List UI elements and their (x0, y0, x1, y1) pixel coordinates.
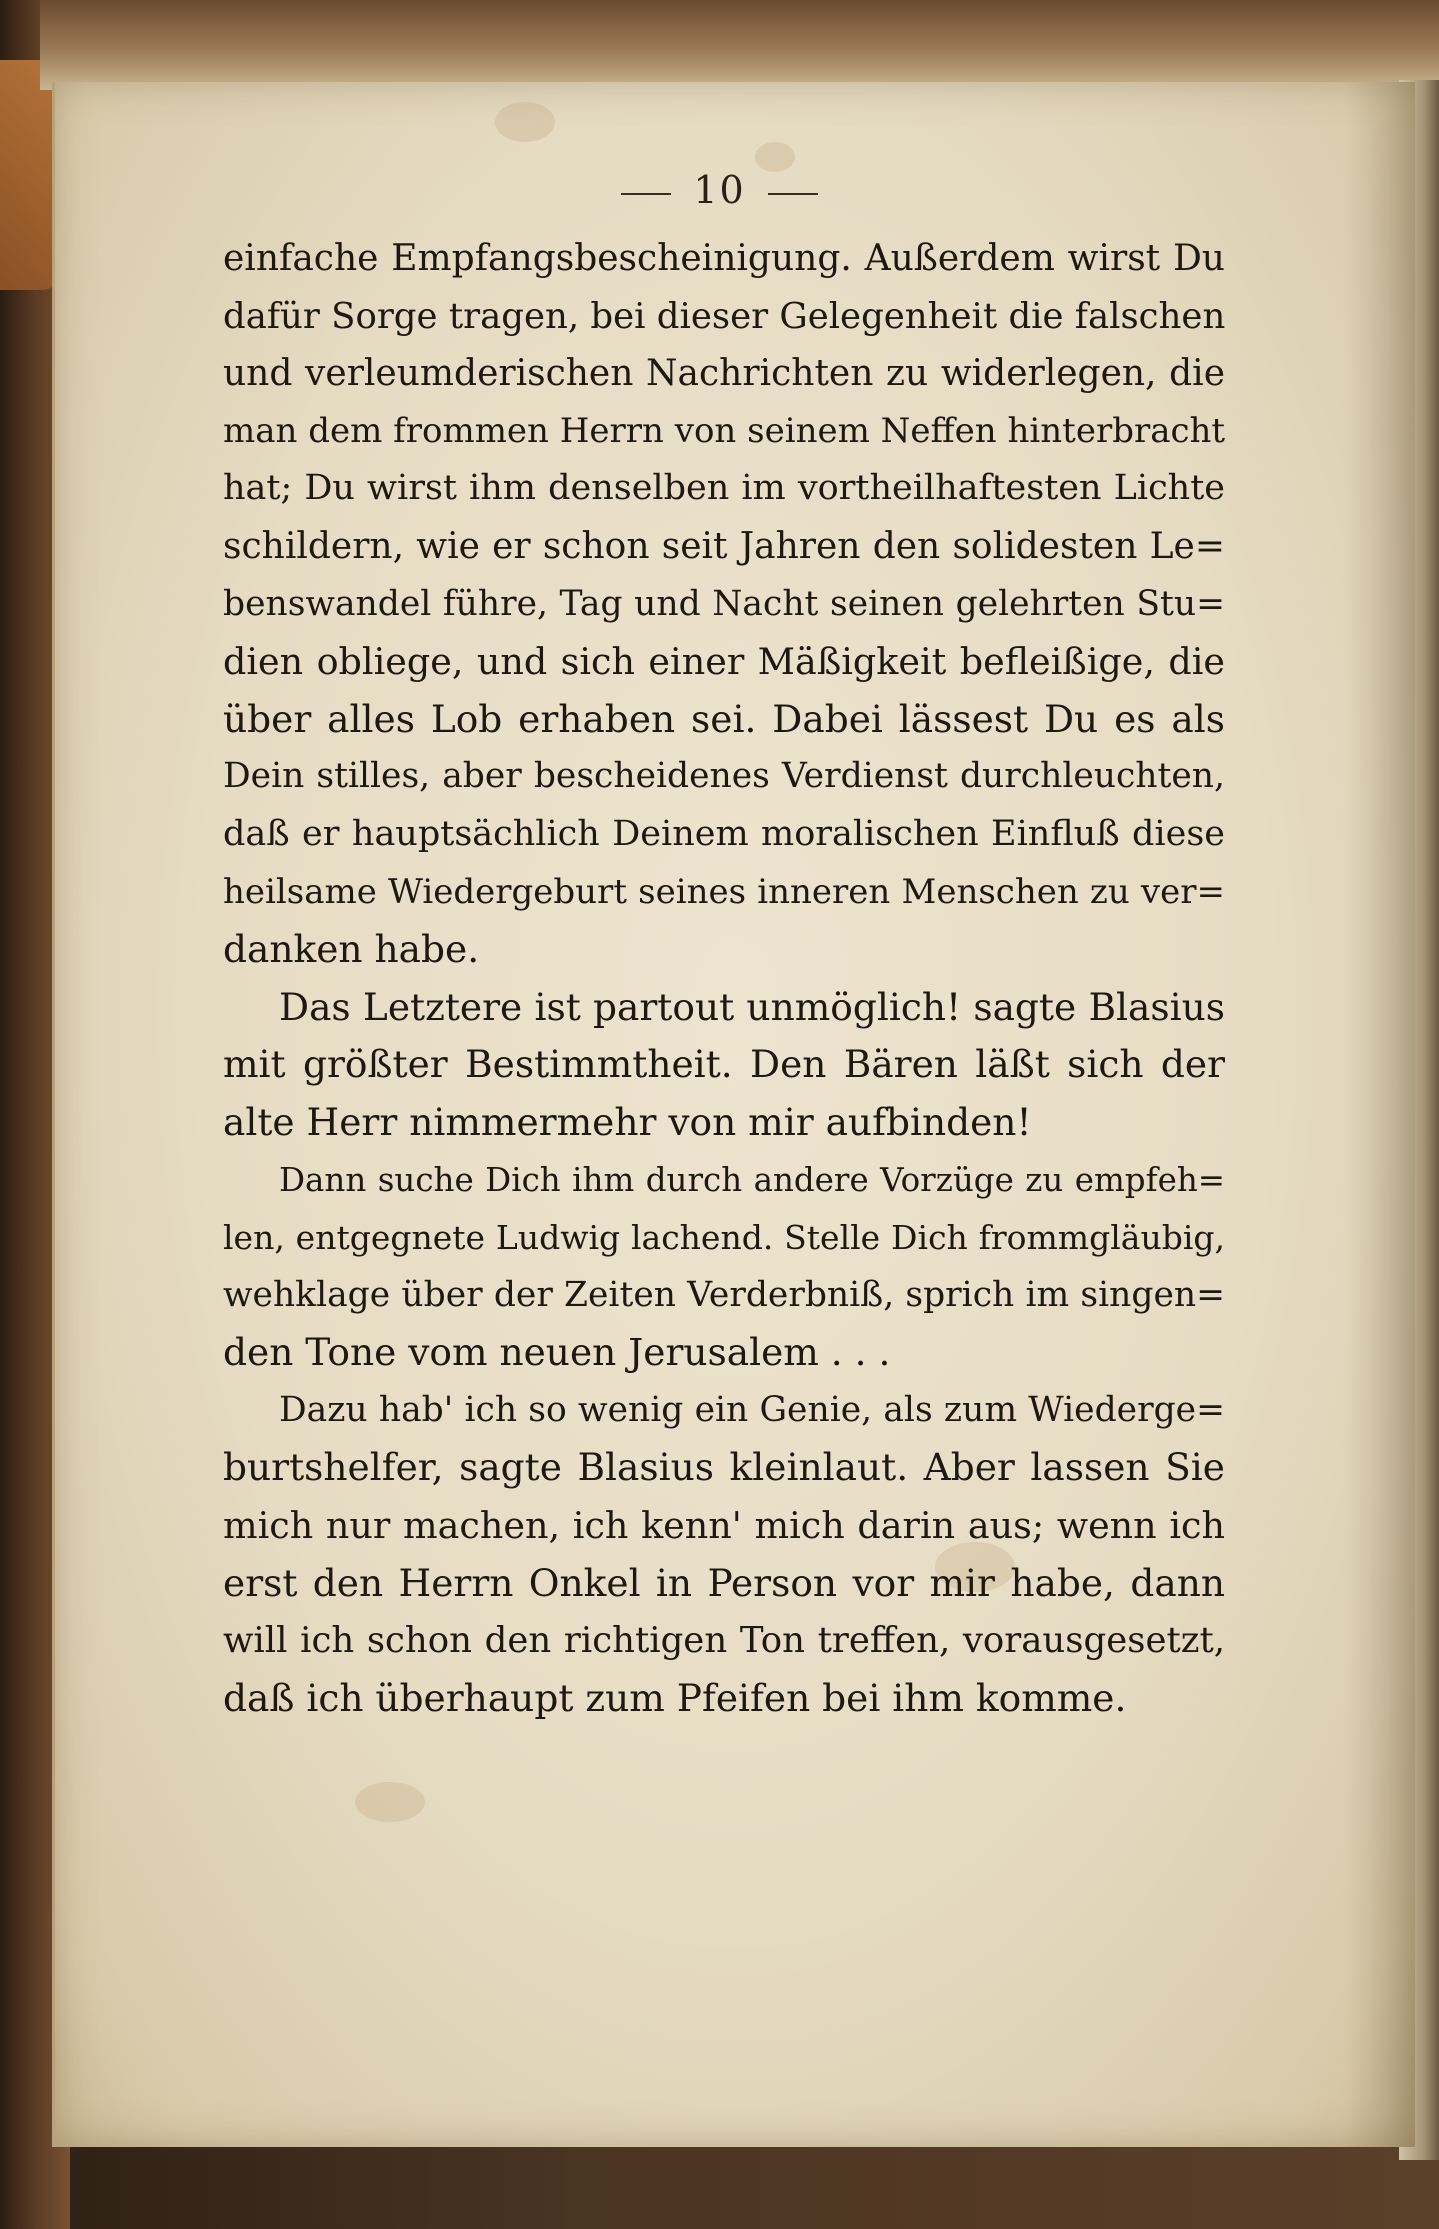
text-line: burtshelfer, sagte Blasius kleinlaut. Aber lassen Sie (223, 1445, 1225, 1490)
text-line: und verleumderischen Nachrichten zu widerlegen, die (223, 353, 1225, 395)
text-line: len, entgegnete Ludwig lachend. Stelle Dich frommgläubig, (223, 1218, 1225, 1258)
text-line: Dann suche Dich ihm durch andere Vorzüge zu empfeh= (279, 1160, 1225, 1199)
gutter-shadow (1345, 82, 1415, 2147)
text-line: man dem frommen Herrn von seinem Neffen hinterbracht (223, 410, 1225, 451)
text-line: einfache Empfangsbescheinigung. Außerdem wirst Du (223, 238, 1225, 279)
text-line: mit größter Bestimmtheit. Den Bären läßt sich der (223, 1042, 1225, 1087)
text-line: Dazu hab' ich so wenig ein Genie, als zum Wiederge= (279, 1389, 1225, 1430)
text-line: dien obliege, und sich einer Mäßigkeit befleißige, die (223, 640, 1225, 684)
text-line: schildern, wie er schon seit Jahren den solidesten Le= (223, 525, 1225, 567)
text-line: benswandel führe, Tag und Nacht seinen gelehrten Stu= (223, 583, 1225, 624)
page-header (0, 168, 1439, 212)
top-binding (40, 0, 1439, 90)
text-line: daß er hauptsächlich Deinem moralischen Einfluß diese (223, 813, 1225, 854)
body-text (223, 230, 1225, 1727)
page-number: 10 (693, 168, 746, 212)
text-line: hat; Du wirst ihm denselben im vortheilhaftesten Lichte (223, 468, 1225, 509)
text-line: dafür Sorge tragen, bei dieser Gelegenheit die falschen (223, 295, 1225, 337)
text-line: Das Letztere ist partout unmöglich! sagte Blasius (279, 984, 1225, 1029)
text-line: daß ich überhaupt zum Pfeifen bei ihm komme. (223, 1675, 1127, 1720)
text-line: heilsame Wiedergeburt seines inneren Menschen zu ver= (223, 871, 1225, 912)
page-stain (355, 1782, 425, 1822)
text-line: alte Herr nimmermehr von mir aufbinden! (223, 1099, 1032, 1144)
text-line: danken habe. (223, 927, 480, 972)
text-line: über alles Lob erhaben sei. Dabei lässest Du es als (223, 696, 1225, 741)
header-ornament-right (768, 193, 818, 195)
text-line: wehklage über der Zeiten Verderbniß, sprich im singen= (223, 1274, 1225, 1315)
page-stain (495, 102, 555, 142)
text-line: den Tone vom neuen Jerusalem . . . (223, 1330, 891, 1375)
text-line: will ich schon den richtigen Ton treffen, vorausgesetzt, (223, 1620, 1225, 1662)
header-ornament-left (621, 193, 671, 195)
text-line: erst den Herrn Onkel in Person vor mir habe, dann (223, 1560, 1225, 1605)
text-line: mich nur machen, ich kenn' mich darin aus; wenn ich (223, 1504, 1225, 1548)
text-line: Dein stilles, aber bescheidenes Verdienst durchleuchten, (223, 756, 1225, 797)
